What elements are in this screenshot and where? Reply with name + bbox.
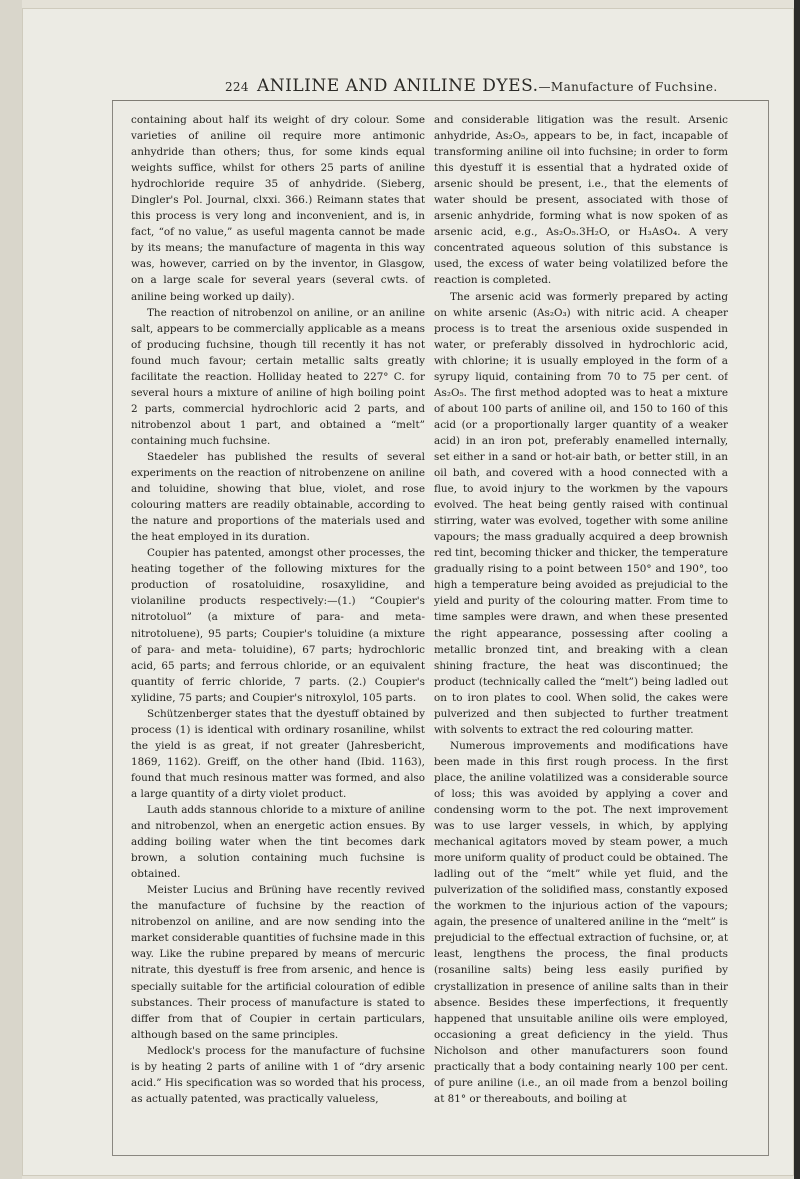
- header-rule: [112, 100, 768, 101]
- paragraph: The reaction of nitrobenzol on aniline, or an aniline salt, appears to be commercially applicable as a means of producing fuchsine, though till recently it has not found much favour; certain metallic salts greatly facilitate the reaction. Holliday heated to 227° C. for several hours a mixture of aniline of high boiling point 2 parts, commercial hydrochloric acid 2 parts, and nitrobenzol about 1 part, and obtained a “melt” containing much fuchsine.: [131, 306, 425, 447]
- running-title: [257, 76, 718, 96]
- paragraph: Numerous improvements and modifications have been made in this first rough process. In the first place, the aniline volatilized was a considerable source of loss; this was avoided by applying a cover and condensing worm to the pot. The next improvement was to use larger vessels, in which, by applying mechanical agitators moved by steam power, a much more uniform quality of product could be obtained. The ladling out of the “melt” while yet fluid, and the pulverization of the solidified mass, constantly exposed the workmen to the injurious action of the vapours; again, the presence of unaltered aniline in the “melt” is prejudicial to the effectual extraction of fuchsine, or, at least, lengthens the process, the final products (rosaniline salts) being less easily purified by crystallization in presence of aniline salts than in their absence. Besides these imperfections, it frequently happened that unsuitable aniline oils were employed, occasioning a great deficiency in the yield. Thus Nicholson and other manufacturers soon found practically that a body containing nearly 100 per cent. of pure aniline (i.e., an oil made from a benzol boiling at 81° or thereabouts, and boiling at: [434, 739, 728, 1105]
- right-column: [434, 112, 728, 1147]
- paragraph: containing about half its weight of dry colour. Some varieties of aniline oil require more antimonic anhydride than others; thus, for some kinds equal weights suffice, whilst for others 25 parts of aniline hydrochloride require 35 of anhydride. (Sieberg, Dingler's Pol. Journal, clxxi. 366.) Reimann states that this process is very long and inconvenient, and is, in fact, “of no value,” as useful magenta cannot be made by its means; the manufacture of magenta in this way was, however, carried on by the inventor, in Glasgow, on a large scale for several years (several cwts. of aniline being worked up daily).: [131, 114, 425, 303]
- paragraph: The arsenic acid was formerly prepared by acting on white arsenic (As₂O₃) with nitric acid. A cheaper process is to treat the arsenious oxide suspended in water, or preferably dissolved in hydrochloric acid, with chlorine; it is usually employed in the form of a syrupy liquid, containing from 70 to 75 per cent. of As₂O₅. The first method adopted was to heat a mixture of about 100 parts of aniline oil, and 150 to 160 of this acid (or a proportionally larger quantity of a weaker acid) in an iron pot, preferably enamelled internally, set either in a sand or hot-air bath, or better still, in an oil bath, and covered with a hood connected with a flue, to avoid injury to the workmen by the vapours evolved. The heat being gently raised with continual stirring, water was evolved, together with some aniline vapours; the mass gradually acquired a deep brownish red tint, becoming thicker and thicker, the temperature gradually rising to a point between 150° and 190°, too high a temperature being avoided as prejudicial to the yield and purity of the colouring matter. From time to time samples were drawn, and when these presented the right appearance, possessing after cooling a metallic bronzed tint, and breaking with a clean shining fracture, the heat was discontinued; the product (technically called the “melt”) being ladled out on to iron plates to cool. When solid, the cakes were pulverized and then subjected to further treatment with solvents to extract the red colouring matter.: [434, 290, 728, 736]
- left-column: [131, 112, 425, 1147]
- paragraph: Coupier has patented, amongst other processes, the heating together of the following mixtures for the production of rosatoluidine, rosaxylidine, and violaniline products respectively:—(1.) “Coupier's nitrotoluol” (a mixture of para- and meta- nitrotoluene), 95 parts; Coupier's toluidine (a mixture of para- and meta- toluidine), 67 parts; hydrochloric acid, 65 parts; and ferrous chloride, or an equivalent quantity of ferric chloride, 7 parts. (2.) Coupier's xylidine, 75 parts; and Coupier's nitroxylol, 105 parts.: [131, 547, 425, 704]
- running-title-main: ANILINE AND ANILINE DYES.: [257, 76, 539, 96]
- running-title-section: —Manufacture of Fuchsine.: [538, 80, 718, 94]
- paragraph: Schützenberger states that the dyestuff obtained by process (1) is identical with ordinary rosaniline, whilst the yield is as great, if not greater (Jahresbericht, 1869, 1162). Greiff, on the other hand (Ibid. 1163), found that much resinous matter was formed, and also a large quantity of a dirty violet product.: [131, 707, 425, 800]
- paragraph: Lauth adds stannous chloride to a mixture of aniline and nitrobenzol, when an energetic action ensues. By adding boiling water when the tint becomes dark brown, a solution containing much fuchsine is obtained.: [131, 804, 425, 881]
- page-gutter-shadow: [0, 0, 22, 1179]
- running-header: [225, 76, 765, 98]
- paragraph: and considerable litigation was the result. Arsenic anhydride, As₂O₅, appears to be, in fact, incapable of transforming aniline oil into fuchsine; in order to form this dyestuff it is essential that a hydrated oxide of arsenic should be present, i.e., that the elements of water should be present, associated with those of arsenic anhydride, forming what is now spoken of as arsenic acid, e.g., As₂O₅.3H₂O, or H₃AsO₄. A very concentrated aqueous solution of this substance is used, the excess of water being volatilized before the reaction is completed.: [434, 114, 728, 287]
- page-edge-shadow: [794, 0, 800, 1179]
- page-number: 224: [225, 80, 249, 94]
- paragraph: Meister Lucius and Brüning have recently revived the manufacture of fuchsine by the reaction of nitrobenzol on aniline, and are now sending into the market considerable quantities of fuchsine made in this way. Like the rubine prepared by means of mercuric nitrate, this dyestuff is free from arsenic, and hence is specially suitable for the artificial colouration of edible substances. Their process of manufacture is stated to differ from that of Coupier in certain particulars, although based on the same principles.: [131, 884, 425, 1041]
- paragraph: Medlock's process for the manufacture of fuchsine is by heating 2 parts of aniline with 1 of “dry arsenic acid.” His specification was so worded that his process, as actually patented, was practically valueless,: [131, 1044, 425, 1105]
- paragraph: Staedeler has published the results of several experiments on the reaction of nitrobenzene on aniline and toluidine, showing that blue, violet, and rose colouring matters are readily obtainable, according to the nature and proportions of the materials used and the heat employed in its duration.: [131, 450, 425, 544]
